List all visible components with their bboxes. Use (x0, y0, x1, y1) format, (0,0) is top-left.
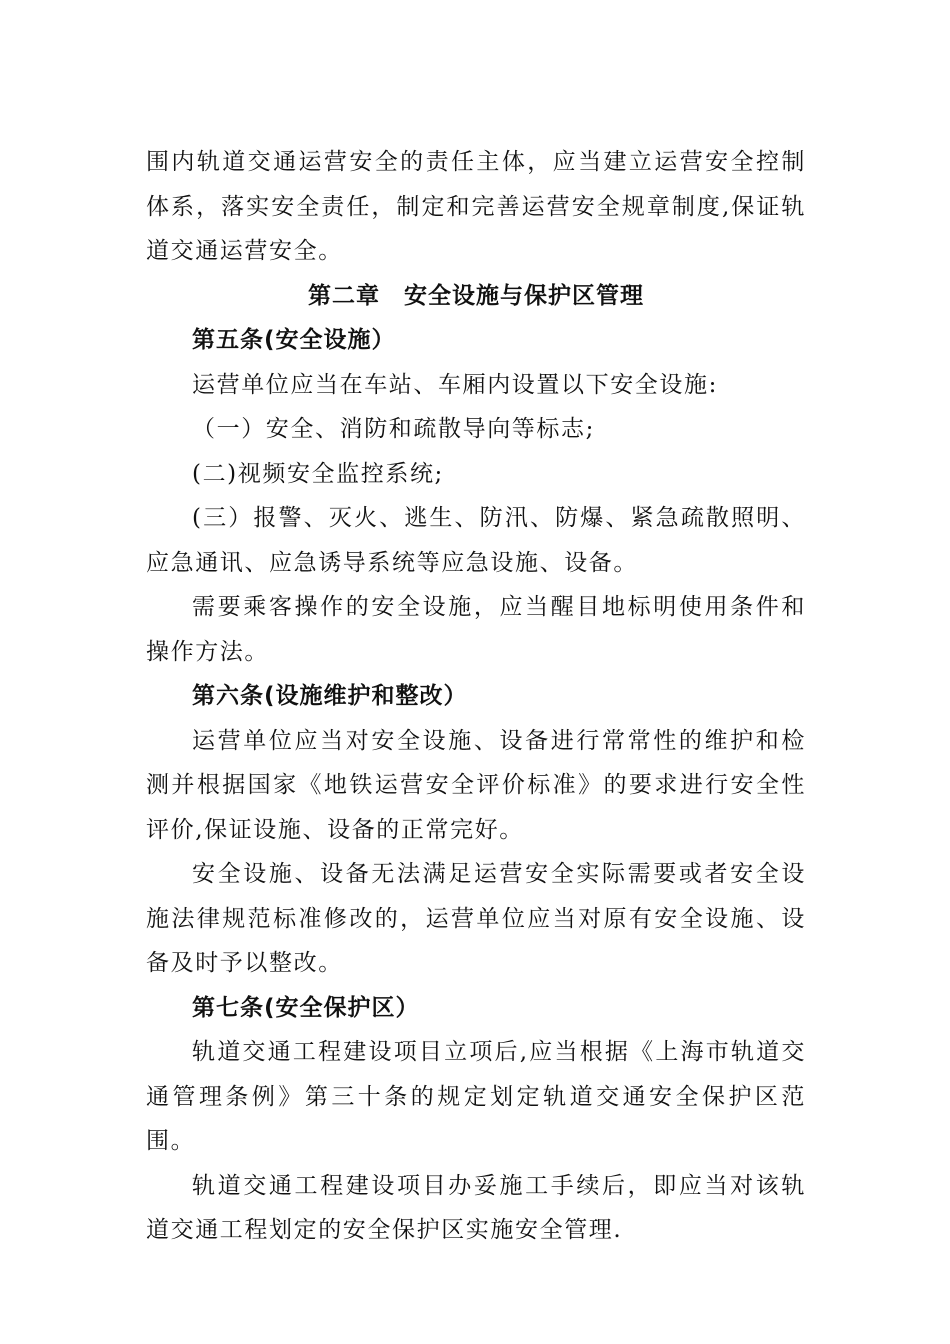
article-5-item-1: （一）安全、消防和疏散导向等标志; (192, 416, 595, 442)
intro-paragraph: 围内轨道交通运营安全的责任主体，应当建立运营安全控制体系，落实安全责任，制定和完善运营安全规章制度,保证轨道交通运营安全。 (146, 149, 806, 264)
article-6-paragraph-1: 运营单位应当对安全设施、设备进行常常性的维护和检测并根据国家《地铁运营安全评价标准》的要求进行安全性评价,保证设施、设备的正常完好。 (146, 727, 806, 843)
article-6-paragraph-2: 安全设施、设备无法满足运营安全实际需要或者安全设施法律规范标准修改的，运营单位应当对原有安全设施、设备及时予以整改。 (146, 861, 806, 976)
article-5-paragraph: 运营单位应当在车站、车厢内设置以下安全设施: (192, 371, 718, 398)
chapter-heading: 第二章 安全设施与保护区管理 (308, 282, 644, 309)
document-page (146, 140, 806, 1253)
article-5-paragraph-2: 需要乘客操作的安全设施，应当醒目地标明使用条件和操作方法。 (146, 594, 806, 665)
article-7-paragraph-2: 轨道交通工程建设项目办妥施工手续后，即应当对该轨道交通工程划定的安全保护区实施安全管理. (146, 1172, 806, 1243)
article-7-paragraph-1: 轨道交通工程建设项目立项后,应当根据《上海市轨道交通管理条例》第三十条的规定划定轨道交通安全保护区范围。 (146, 1039, 806, 1154)
article-5-item-3: (三）报警、灭火、逃生、防汛、防爆、紧急疏散照明、应急通讯、应急诱导系统等应急设施、设备。 (146, 505, 806, 576)
article-6-heading: 第六条(设施维护和整改） (192, 683, 468, 709)
article-5-heading: 第五条(安全设施） (192, 327, 396, 353)
article-5-item-2: (二)视频安全监控系统; (192, 460, 444, 487)
article-7-heading: 第七条(安全保护区） (192, 994, 420, 1021)
